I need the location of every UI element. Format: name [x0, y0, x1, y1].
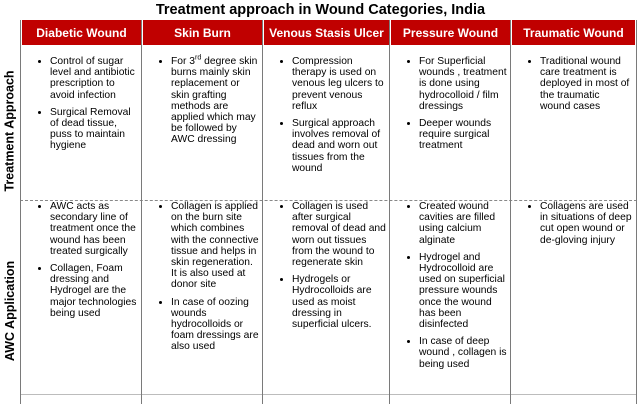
list-item-text: degree skin burns mainly skin replacement or skin grafting methods are applied which may be followed by AWC dressing	[171, 56, 258, 146]
column-header: Venous Stasis Ulcer	[264, 20, 389, 45]
list-item: • Collagens are used in situations of deep cut open wound or de-gloving injury	[540, 201, 632, 246]
list-item: • Collagen is applied on the burn site which combines with the connective tissue and helps in skin regeneration. It is also used at donor site	[171, 201, 259, 291]
awc-cell	[21, 201, 142, 325]
list-item	[171, 56, 259, 146]
column-header: Pressure Wound	[391, 20, 510, 45]
column-venous-stasis-ulcer	[262, 20, 390, 404]
page-title: Treatment approach in Wound Categories, India	[155, 2, 486, 18]
list-item: • Collagen, Foam dressing and Hydrogel are the major technologies being used	[50, 263, 138, 319]
list-item: • Surgical Removal of dead tissue, puss to maintain hygiene	[50, 107, 138, 152]
treatment-cell	[21, 56, 142, 158]
column-skin-burn	[141, 20, 263, 404]
list-item: • In case of deep wound , collagen is being used	[419, 336, 507, 370]
list-item: • In case of oozing wounds hydrocolloids or foam dressings are also used	[171, 297, 259, 353]
awc-cell	[511, 201, 636, 252]
row-label-treatment-text: Treatment Approach	[3, 70, 17, 192]
list-item: • Surgical approach involves removal of dead and worn out tissues from the wound	[292, 118, 386, 174]
column-traumatic-wound	[510, 20, 637, 404]
list-item: • AWC acts as secondary line of treatment once the wound has been treated surgically	[50, 201, 138, 257]
list-item: • Collagen is used after surgical removal of dead and worn out tissues from the wound to regenerate skin	[292, 201, 386, 268]
treatment-cell	[263, 56, 390, 180]
list-item: • Hydrogel and Hydrocolloid are used on superficial pressure wounds once the wound has been disinfected	[419, 252, 507, 330]
column-header: Diabetic Wound	[22, 20, 141, 45]
awc-cell	[390, 201, 511, 376]
awc-cell	[142, 201, 263, 359]
ordinal-suffix: rd	[195, 54, 202, 62]
wound-table	[0, 20, 641, 404]
list-item: • For Superficial wounds , treatment is done using hydrocolloid / film dressings	[419, 56, 507, 112]
row-label-awc	[0, 217, 20, 404]
list-item: • Traditional wound care treatment is deployed in most of the traumatic wound cases	[540, 56, 632, 112]
list-item: • Control of sugar level and antibiotic prescription to avoid infection	[50, 56, 138, 101]
treatment-cell	[511, 56, 636, 118]
column-diabetic-wound	[20, 20, 142, 404]
row-label-awc-text: AWC Application	[3, 260, 18, 361]
list-item: • Created wound cavities are filled using calcium alginate	[419, 201, 507, 246]
row-label-treatment	[0, 45, 20, 217]
column-pressure-wound	[389, 20, 511, 404]
awc-cell	[263, 201, 390, 336]
list-item: • Compression therapy is used on venous leg ulcers to prevent venous reflux	[292, 56, 386, 112]
list-item: • Hydrogels or Hydrocolloids are used as moist dressing in superficial ulcers.	[292, 274, 386, 330]
column-header: Traumatic Wound	[512, 20, 635, 45]
column-header: Skin Burn	[143, 20, 262, 45]
treatment-cell	[390, 56, 511, 158]
treatment-cell	[142, 56, 263, 152]
list-item-text: For 3	[171, 56, 196, 67]
list-item: • Deeper wounds require surgical treatment	[419, 118, 507, 152]
